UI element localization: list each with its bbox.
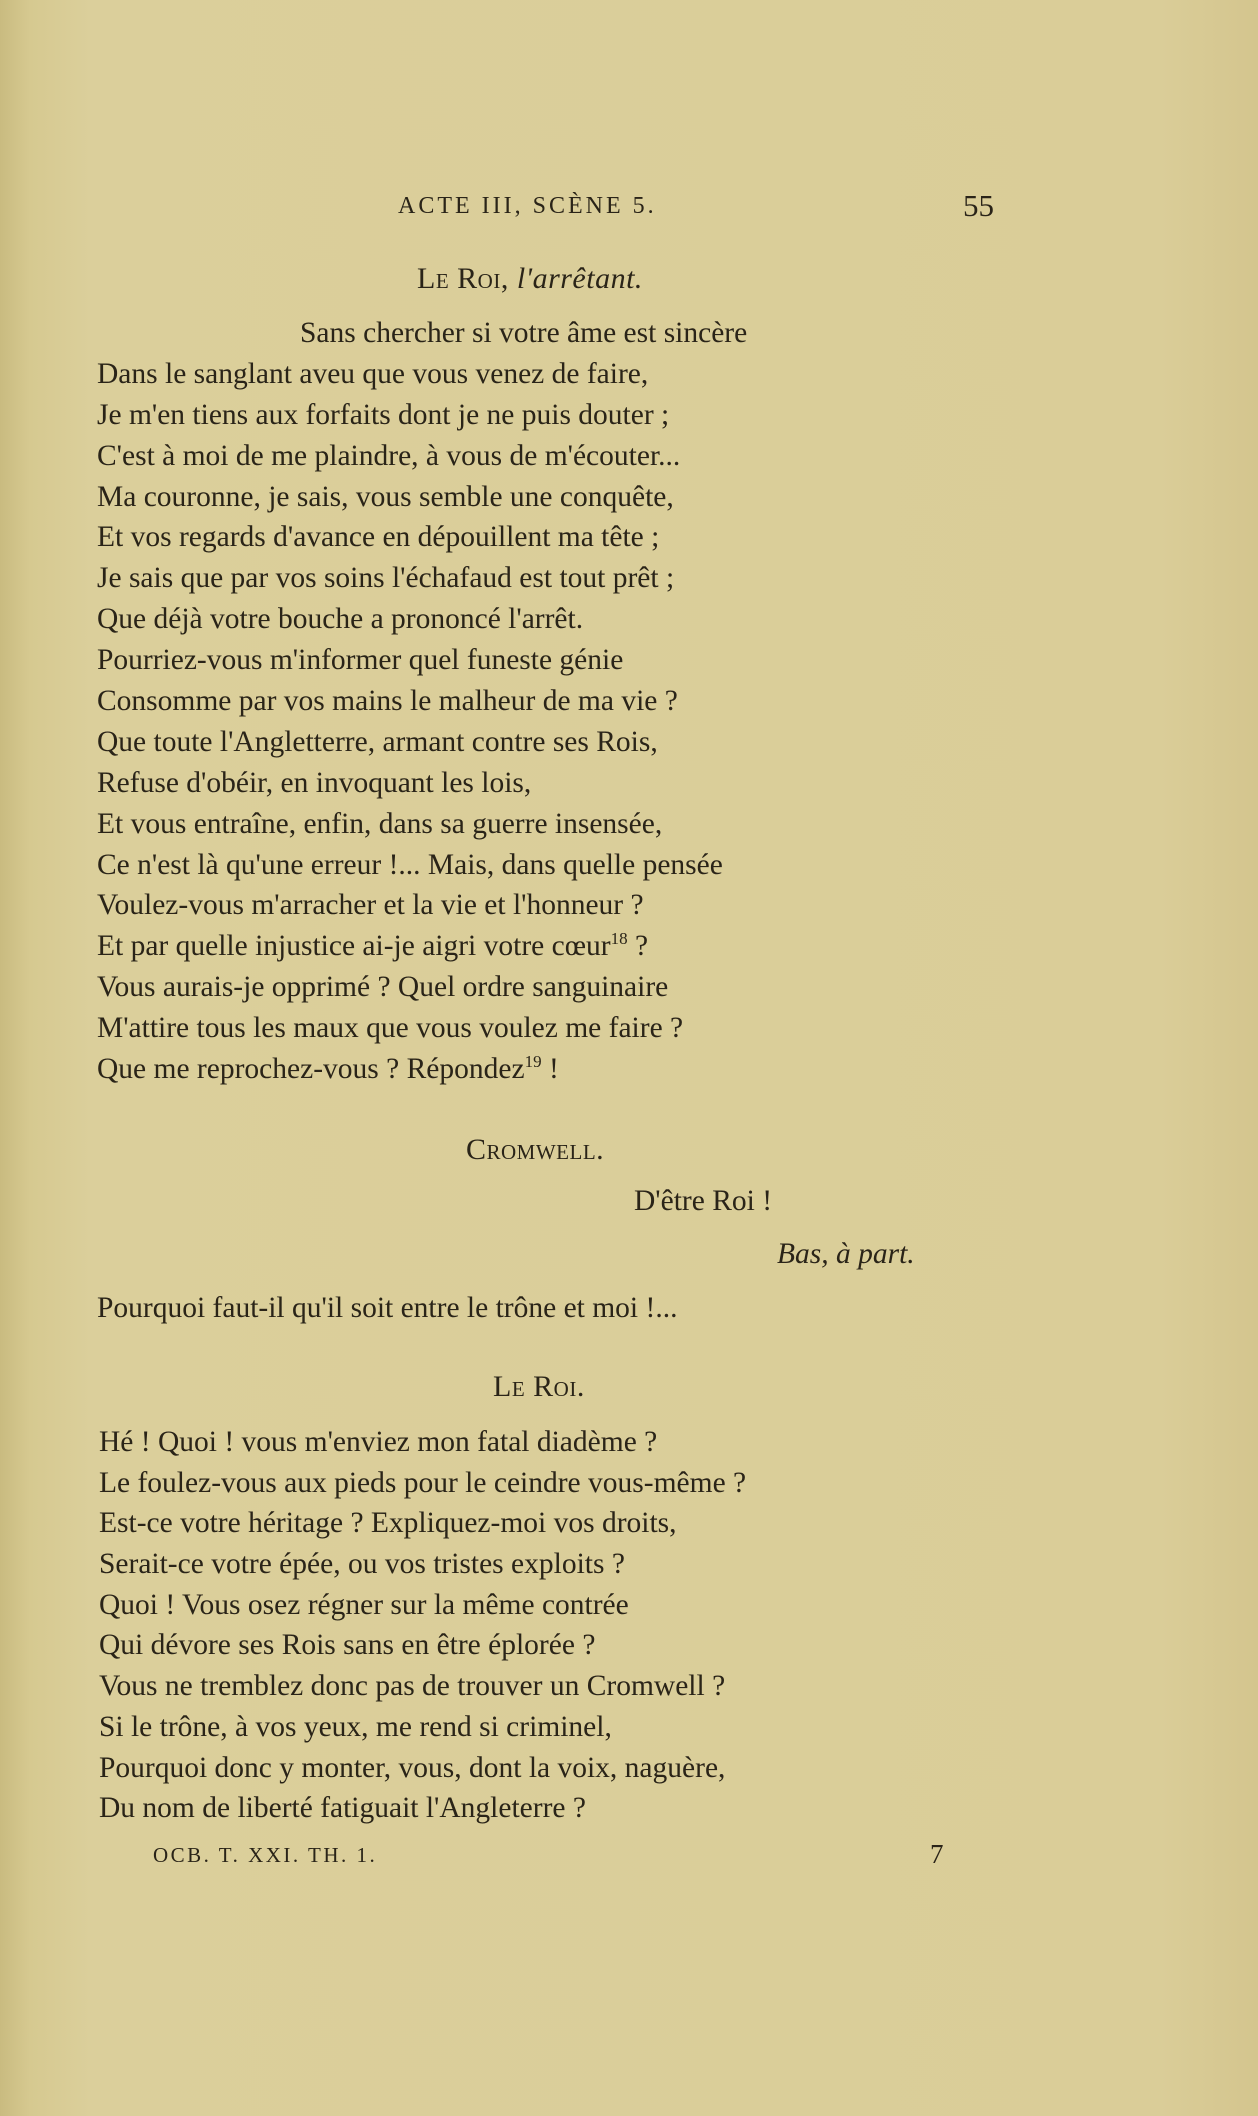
running-title: ACTE III, SCÈNE 5. [398,193,657,219]
verse-line: Ma couronne, je sais, vous semble une conquête, [97,480,674,513]
verse-line: Serait-ce votre épée, ou vos tristes exploits ? [99,1548,625,1581]
footnote-marker[interactable]: 19 [524,1052,542,1072]
verse-line: Ce n'est là qu'une erreur !... Mais, dans quelle pensée [97,848,723,881]
verse-line: Consomme par vos mains le malheur de ma vie ? [97,685,678,718]
printer-signature: OCB. T. XXI. TH. 1. [153,1843,378,1867]
verse-line: D'être Roi ! [634,1185,773,1217]
verse-line: Quoi ! Vous osez régner sur la même contrée [99,1588,629,1621]
verse-line: C'est à moi de me plaindre, à vous de m'écouter... [97,439,681,472]
speaker-name: Le Roi. [493,1370,585,1403]
verse-line: Vous ne tremblez donc pas de trouver un Cromwell ? [99,1670,726,1703]
verse-line: Dans le sanglant aveu que vous venez de faire, [97,357,649,390]
footnote-marker[interactable]: 18 [610,929,628,949]
verse-line: Pourquoi faut-il qu'il soit entre le trône et moi !... [97,1292,678,1324]
verse-block-3 [99,1422,746,1829]
verse-line: Le foulez-vous aux pieds pour le ceindre vous-même ? [99,1466,747,1499]
verse-line: Sans chercher si votre âme est sincère [300,317,748,349]
verse-line: Qui dévore ses Rois sans en être éplorée ? [99,1629,596,1662]
page-number: 55 [963,188,994,223]
speaker-heading-3 [493,1370,585,1404]
verse-line: Du nom de liberté fatiguait l'Angleterre ? [99,1792,586,1825]
verse-line: Que déjà votre bouche a prononcé l'arrêt. [97,603,584,636]
verse-line: Hé ! Quoi ! vous m'enviez mon fatal diadème ? [99,1426,658,1458]
signature-number: 7 [930,1839,944,1869]
speaker-separator: , [500,262,517,295]
verse-line: Je m'en tiens aux forfaits dont je ne puis douter ; [97,398,670,431]
verse-line: Est-ce votre héritage ? Expliquez-moi vos droits, [99,1507,677,1540]
verse-line: Vous aurais-je opprimé ? Quel ordre sanguinaire [97,971,669,1004]
verse-punctuation: ? [627,930,649,963]
verse-line: Refuse d'obéir, en invoquant les lois, [97,766,532,799]
speaker-name: Le Roi [417,262,501,295]
stage-direction: Bas, à part. [777,1238,915,1270]
verse-line: Voulez-vous m'arracher et la vie et l'honneur ? [97,889,644,922]
verse-line-with-note [97,1049,747,1090]
verse-block-1 [97,313,747,1090]
speaker-heading-1 [417,262,643,296]
verse-punctuation: ! [541,1053,559,1086]
verse-line: Pourquoi donc y monter, vous, dont la voix, naguère, [99,1751,726,1784]
verse-line: Que toute l'Angletterre, armant contre ses Rois, [97,725,658,758]
speaker-heading-2 [466,1133,604,1167]
verse-line: M'attire tous les maux que vous voulez me faire ? [97,1012,684,1045]
verse-text: Que me reprochez-vous ? Répondez [97,1053,525,1086]
stage-direction: l'arrêtant. [516,262,643,295]
verse-line: Pourriez-vous m'informer quel funeste génie [97,644,624,677]
verse-line: Et vous entraîne, enfin, dans sa guerre insensée, [97,807,663,840]
verse-line: Et vos regards d'avance en dépouillent ma tête ; [97,521,660,554]
speaker-name: Cromwell. [466,1133,605,1166]
verse-line: Si le trône, à vos yeux, me rend si criminel, [99,1710,612,1743]
verse-text: Et par quelle injustice ai-je aigri votre cœur [97,930,611,963]
verse-line: Je sais que par vos soins l'échafaud est tout prêt ; [97,562,675,595]
verse-line-with-note [97,926,747,967]
